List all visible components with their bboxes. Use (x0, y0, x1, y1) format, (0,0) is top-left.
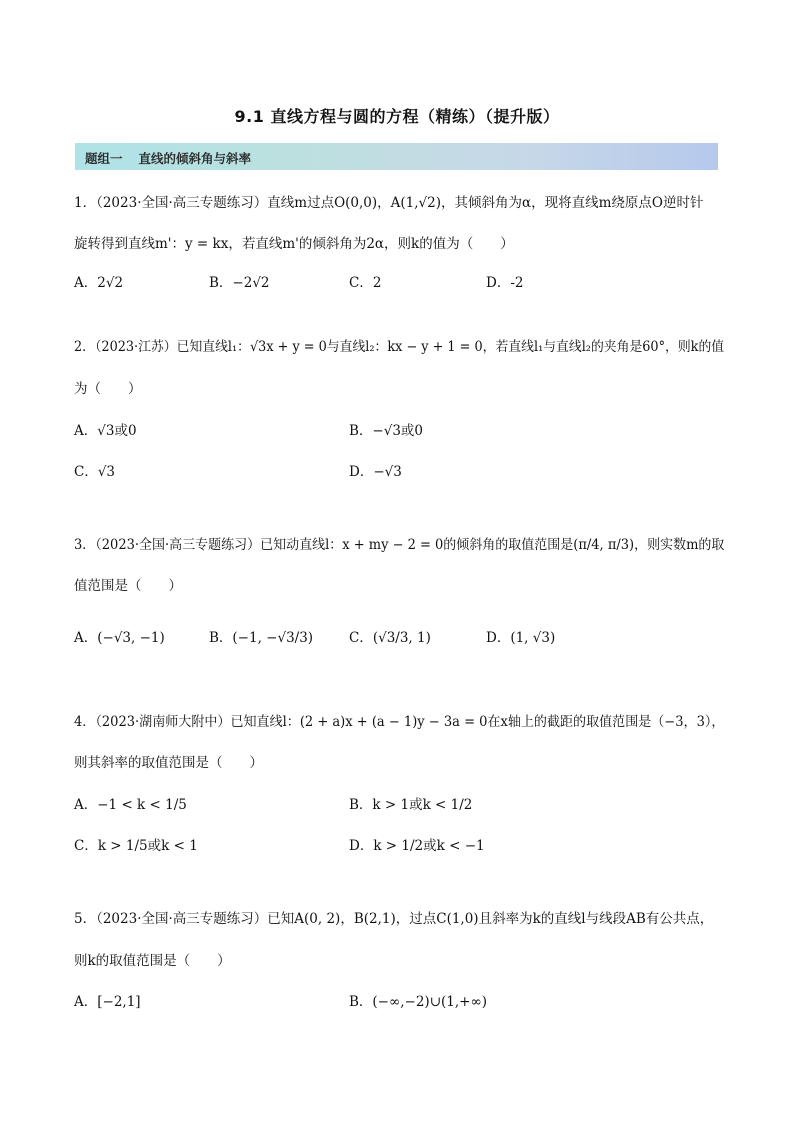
page-title: 9.1 直线方程与圆的方程（精练）（提升版） (234, 107, 560, 126)
q3-option-b: B．(−1, −√3/3) (209, 630, 314, 646)
section-banner (75, 143, 718, 170)
q2-option-d: D．−√3 (349, 464, 402, 480)
q1-option-a: A．2√2 (74, 275, 124, 291)
q2-line-2: 为（ ） (74, 381, 142, 397)
q1-option-c: C．2 (349, 275, 382, 291)
q1-line-1: 1．（2023·全国·高三专题练习）直线m过点O(0,0)，A(1,√2)，其倾斜角为α，现将直线m绕原点O逆时针 (74, 195, 704, 211)
q4-option-c: C．k > 1/5或k < 1 (74, 838, 198, 854)
q5-line-2: 则k的取值范围是（ ） (74, 953, 231, 969)
q4-option-d: D．k > 1/2或k < −1 (349, 838, 485, 854)
q3-line-1: 3．（2023·全国·高三专题练习）已知动直线l：x + my − 2 = 0的倾斜角的取值范围是(π/4, π/3)，则实数m的取 (74, 537, 725, 553)
q3-line-2: 值范围是（ ） (74, 578, 182, 594)
q5-line-1: 5．（2023·全国·高三专题练习）已知A(0, 2)，B(2,1)，过点C(1,0)且斜率为k的直线l与线段AB有公共点， (74, 911, 714, 927)
banner-group: 题组一 (85, 151, 123, 166)
q3-option-c: C．(√3/3, 1) (349, 630, 431, 646)
q4-option-a: A．−1 < k < 1/5 (74, 797, 187, 813)
banner-topic: 直线的倾斜角与斜率 (138, 151, 252, 166)
q2-option-a: A．√3或0 (74, 423, 137, 439)
q3-option-d: D．(1, √3) (486, 630, 556, 646)
q4-line-1: 4．（2023·湖南师大附中）已知直线l：(2 + a)x + (a − 1)y − 3a = 0在x轴上的截距的取值范围是（−3，3）， (74, 714, 725, 730)
q1-line-2: 旋转得到直线m'：y = kx，若直线m'的倾斜角为2α，则k的值为（ ） (74, 236, 514, 252)
q2-line-1: 2．（2023·江苏）已知直线l₁：√3x + y = 0与直线l₂：kx − y + 1 = 0，若直线l₁与直线l₂的夹角是60°，则k的值 (74, 339, 725, 355)
q5-option-a: A．[−2,1] (74, 994, 141, 1010)
q2-option-b: B．−√3或0 (349, 423, 424, 439)
q1-option-b: B．−2√2 (209, 275, 270, 291)
q5-option-b: B．(−∞,−2)∪(1,+∞) (349, 994, 487, 1010)
q4-line-2: 则其斜率的取值范围是（ ） (74, 755, 263, 771)
q2-option-c: C．√3 (74, 464, 116, 480)
q4-option-b: B．k > 1或k < 1/2 (349, 797, 473, 813)
q1-option-d: D．-2 (486, 275, 524, 291)
q3-option-a: A．(−√3, −1) (74, 630, 165, 646)
